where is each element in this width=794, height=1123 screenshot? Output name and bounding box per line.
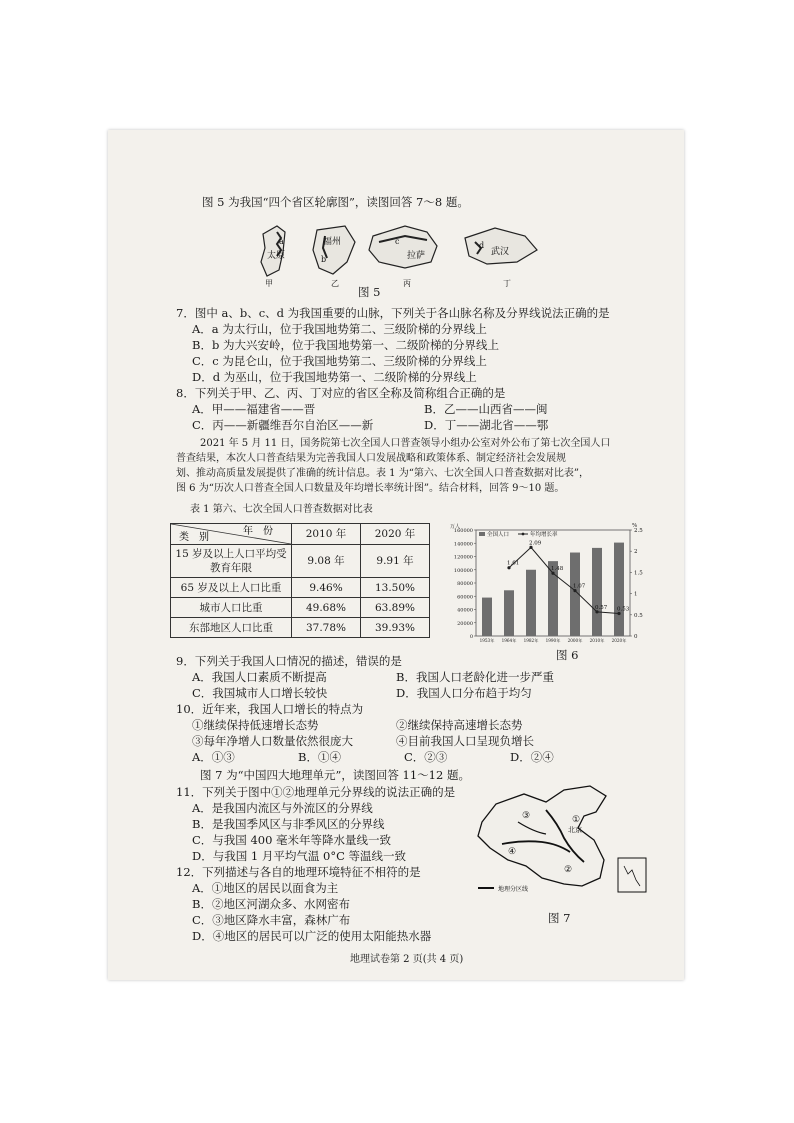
y-left-tick-label: 120000: [453, 554, 473, 561]
fig5-label-lasa: 拉萨: [407, 251, 426, 261]
fig6-chart: [440, 520, 650, 648]
fig7-marker-4: ④: [508, 847, 517, 857]
q10-option-c: C．②③: [404, 750, 448, 764]
table1-cell: 39.93%: [361, 618, 430, 638]
q7-option-c: C．c 为昆仑山，位于我国地势第二、三级阶梯的分界线上: [192, 354, 487, 368]
q8-option-b: B．乙——山西省——闽: [424, 402, 548, 416]
table1-cell: 9.46%: [292, 578, 361, 598]
q10-item-4: ④目前我国人口呈现负增长: [396, 734, 534, 748]
q10-item-3: ③每年净增人口数量依然很庞大: [192, 734, 353, 748]
q11-option-a: A．是我国内流区与外流区的分界线: [192, 801, 373, 815]
q12-option-a: A．①地区的居民以面食为主: [192, 881, 339, 895]
q10-item-1: ①继续保持低速增长态势: [192, 718, 319, 732]
table1-diagonal-header: [171, 524, 292, 545]
table1-row-label: 65 岁及以上人口比重: [171, 578, 292, 598]
passage-line-4: 图 6 为“历次人口普查全国人口数量及年均增长率统计图”。结合材料，回答 9～10 题。: [176, 483, 565, 494]
fig5-label-taiyuan: 太原: [267, 251, 286, 261]
y-right-tick-label: 2.5: [634, 528, 643, 534]
fig7-legend-label: 地理分区线: [498, 886, 529, 893]
fig5-panel-ding: 丁: [503, 279, 511, 288]
y-right-tick-label: 2: [634, 549, 638, 556]
fig7-marker-2: ②: [564, 865, 573, 875]
y-left-tick-label: 60000: [457, 594, 473, 601]
q10-option-b: B．①④: [298, 750, 341, 764]
q11-option-d: D．与我国 1 月平均气温 0°C 等温线一致: [192, 849, 407, 863]
fig7-marker-3: ③: [522, 811, 531, 821]
table1: [170, 523, 430, 638]
x-tick-label: 2000年: [567, 638, 583, 643]
fig5-caption: 图 5: [358, 285, 381, 299]
q11-stem: 11．下列关于图中①②地理单元分界线的说法正确的是: [176, 785, 456, 799]
q12-option-b: B．②地区河湖众多、水网密布: [192, 897, 350, 911]
table1-row-label: 城市人口比重: [171, 598, 292, 618]
q10-stem: 10．近年来，我国人口增长的特点为: [176, 702, 364, 716]
q9-option-b: B．我国人口老龄化进一步严重: [396, 670, 554, 684]
y-right-unit: %: [632, 523, 638, 529]
fig7-marker-1: ①: [572, 815, 581, 825]
fig7-label-beijing: 北京: [568, 826, 582, 834]
y-right-tick-label: 1.5: [634, 570, 643, 577]
x-tick-label: 2010年: [589, 638, 605, 643]
y-right-tick-label: 1: [634, 591, 638, 598]
table1-cell: 63.89%: [361, 598, 430, 618]
growth-rate-data-label: 1.61: [507, 560, 520, 567]
q9-option-d: D．我国人口分布趋于均匀: [396, 686, 532, 700]
x-tick-label: 2020年: [611, 638, 627, 643]
y-left-tick-label: 0: [469, 634, 473, 640]
q8-option-c: C．丙——新疆维吾尔自治区——新: [192, 418, 374, 432]
q12-stem: 12．下列描述与各自的地理环境特征不相符的是: [176, 865, 421, 879]
q7-stem: 7．图中 a、b、c、d 为我国重要的山脉，下列关于各山脉名称及分界线说法正确的是: [176, 306, 610, 320]
fig7-caption: 图 7: [548, 911, 571, 925]
y-left-tick-label: 40000: [457, 607, 473, 614]
growth-rate-data-label: 1.48: [551, 566, 564, 573]
table1-row-label: 15 岁及以上人口平均受教育年限: [171, 545, 292, 578]
fig6-caption: 图 6: [556, 648, 579, 662]
x-tick-label: 1953年: [479, 638, 495, 643]
q7-option-b: B．b 为大兴安岭，位于我国地势第一、二级阶梯的分界线上: [192, 338, 499, 352]
q9-option-c: C．我国城市人口增长较快: [192, 686, 328, 700]
fig5-panel-bing: 丙: [403, 279, 411, 288]
table-row: [171, 598, 430, 618]
y-right-tick-label: 0: [634, 634, 638, 640]
growth-rate-data-label: 1.07: [573, 583, 586, 590]
y-right-tick-label: 0.5: [634, 612, 643, 619]
growth-rate-data-label: 2.09: [529, 540, 542, 547]
table1-header-right: 年 份: [243, 526, 273, 537]
q10-option-d: D．②④: [510, 750, 554, 764]
q9-stem: 9．下列关于我国人口情况的描述，错误的是: [176, 654, 402, 668]
q10-item-2: ②继续保持高速增长态势: [396, 718, 523, 732]
population-bar: [614, 543, 624, 636]
x-tick-label: 1990年: [545, 638, 561, 643]
q7-option-a: A．a 为太行山，位于我国地势第二、三级阶梯的分界线上: [192, 322, 487, 336]
table1-row-label: 东部地区人口比重: [171, 618, 292, 638]
table1-year-2010: 2010 年: [292, 524, 361, 545]
table1-header-row: [171, 524, 430, 545]
q8-stem: 8．下列关于甲、乙、丙、丁对应的省区全称及简称组合正确的是: [176, 386, 506, 400]
fig5-label-fuzhou: 福州: [323, 237, 342, 247]
passage-line-1: 2021 年 5 月 11 日，国务院第七次全国人口普查领导小组办公室对外公布了第七次全国人口: [200, 438, 611, 449]
page-footer: 地理试卷第 2 页(共 4 页): [350, 954, 464, 965]
y-left-tick-label: 20000: [457, 620, 473, 627]
table1-title: 表 1 第六、七次全国人口普查数据对比表: [190, 504, 373, 515]
population-bar: [504, 590, 514, 636]
fig5-panel-jia: 甲: [265, 279, 273, 288]
q10-option-a: A．①③: [192, 750, 235, 764]
q9-option-a: A．我国人口素质不断提高: [192, 670, 327, 684]
fig7-intro: 图 7 为“中国四大地理单元”，读图回答 11～12 题。: [200, 768, 470, 782]
growth-rate-data-label: 0.57: [595, 604, 608, 611]
growth-rate-line: [509, 547, 619, 613]
table1-year-2020: 2020 年: [361, 524, 430, 545]
fig5-panel-yi: 乙: [331, 279, 339, 288]
population-bar: [482, 598, 492, 636]
y-left-tick-label: 100000: [453, 567, 473, 574]
table-row: [171, 545, 430, 578]
q8-option-a: A．甲——福建省——晋: [192, 402, 316, 416]
legend-bar-swatch: [479, 532, 485, 536]
legend-bar-label: 全国人口: [487, 532, 510, 538]
q12-option-d: D．④地区的居民可以广泛的使用太阳能热水器: [192, 929, 432, 943]
fig5-letter-d: d: [479, 241, 485, 250]
table1-cell: 13.50%: [361, 578, 430, 598]
table1-cell: 49.68%: [292, 598, 361, 618]
population-bar: [592, 548, 602, 636]
fig5-label-wuhan: 武汉: [491, 247, 510, 257]
table-row: [171, 618, 430, 638]
q7-option-d: D．d 为巫山，位于我国地势第一、二级阶梯的分界线上: [192, 370, 477, 384]
growth-rate-data-label: 0.53: [617, 606, 630, 613]
legend-line-label: 年均增长率: [530, 532, 558, 538]
q11-option-c: C．与我国 400 毫米年等降水量线一致: [192, 833, 392, 847]
table1-cell: 9.91 年: [361, 545, 430, 578]
fig5-letter-c: c: [395, 237, 400, 246]
fig5-province-outlines: [255, 222, 545, 290]
y-left-tick-label: 140000: [453, 541, 473, 548]
fig5-intro: 图 5 为我国“四个省区轮廓图”，读图回答 7～8 题。: [202, 195, 469, 209]
fig5-letter-a: a: [279, 237, 284, 246]
legend-line-marker: [522, 533, 525, 536]
y-left-tick-label: 160000: [453, 528, 473, 534]
table1-cell: 9.08 年: [292, 545, 361, 578]
population-bar: [526, 570, 536, 636]
y-left-tick-label: 80000: [457, 581, 473, 587]
q11-option-b: B．是我国季风区与非季风区的分界线: [192, 817, 385, 831]
passage-line-3: 划、推动高质量发展提供了准确的统计信息。表 1 为“第六、七次全国人口普查数据对比表”，: [176, 468, 589, 479]
table1-cell: 37.78%: [292, 618, 361, 638]
q8-option-d: D．丁——湖北省——鄂: [424, 418, 549, 432]
passage-line-2: 普查结果，本次人口普查结果为完善我国人口发展战略和政策体系、制定经济社会发展规: [176, 453, 566, 464]
fig5-letter-b: b: [321, 255, 327, 264]
fig7-china-regions-map: [472, 782, 652, 900]
x-tick-label: 1964年: [501, 638, 517, 643]
table-row: [171, 578, 430, 598]
table1-header-left: 类 别: [179, 532, 209, 543]
q12-option-c: C．③地区降水丰富，森林广布: [192, 913, 351, 927]
y-left-unit: 万人: [450, 524, 461, 530]
x-tick-label: 1982年: [523, 638, 539, 643]
